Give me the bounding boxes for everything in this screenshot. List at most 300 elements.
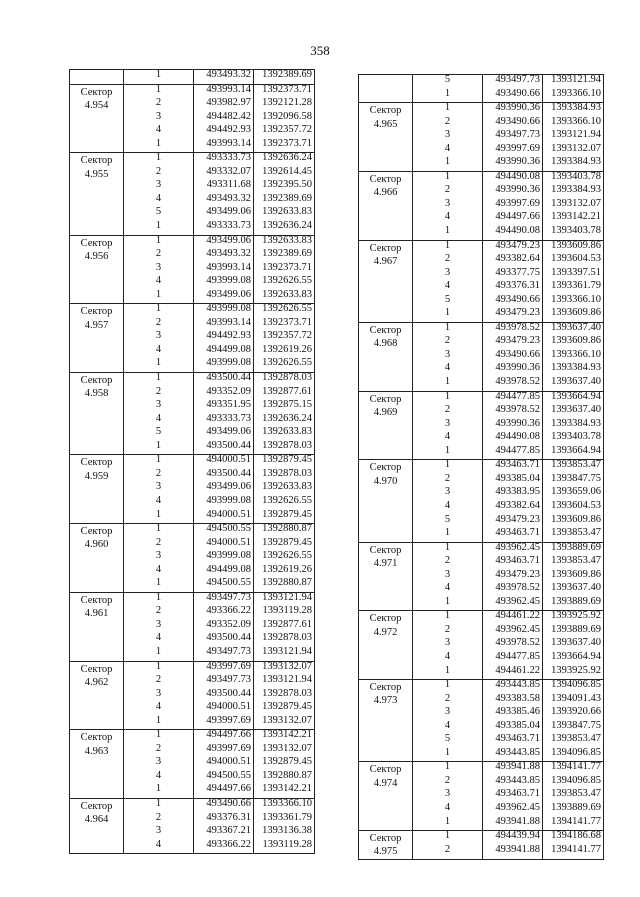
y-coordinate: 1393403.78 [551, 432, 601, 443]
y-coordinate: 1393121.94 [262, 646, 312, 657]
y-coordinate: 1392633.83 [262, 482, 312, 493]
x-coordinate: 493999.08 [206, 304, 251, 315]
point-number-cell [124, 373, 194, 455]
sector-row [70, 304, 315, 373]
y-coordinate: 1392875.15 [262, 400, 312, 411]
x-coordinate: 494497.66 [206, 784, 251, 795]
point-number: 1 [155, 730, 162, 741]
y-coordinate: 1392373.71 [262, 138, 312, 149]
x-coordinate: 494500.55 [206, 578, 251, 589]
x-coordinate: 493497.73 [206, 592, 251, 603]
y-coordinate: 1393366.10 [551, 88, 601, 99]
point-number: 2 [155, 675, 162, 686]
point-number: 4 [155, 770, 162, 781]
x-coordinate-cell [194, 661, 254, 730]
x-coordinate: 493385.04 [495, 473, 540, 484]
coordinates-table-right [358, 74, 604, 860]
point-number: 2 [155, 249, 162, 260]
y-coordinate-cell [543, 240, 604, 322]
x-coordinate: 493490.66 [495, 294, 540, 305]
y-coordinate: 1393604.53 [551, 254, 601, 265]
point-number: 3 [155, 111, 162, 122]
x-coordinate-cell [483, 542, 543, 611]
y-coordinate-cell [254, 235, 315, 304]
y-coordinate-cell [543, 831, 604, 860]
point-number: 3 [444, 198, 451, 209]
point-number: 2 [155, 743, 162, 754]
point-number: 1 [155, 661, 162, 672]
x-coordinate: 493962.45 [495, 596, 540, 607]
y-coordinate: 1393920.66 [551, 707, 601, 718]
sector-name: Сектор 4.957 [80, 306, 113, 331]
y-coordinate: 1393889.69 [551, 624, 601, 635]
x-coordinate: 493500.44 [206, 440, 251, 451]
point-number: 3 [155, 688, 162, 699]
y-coordinate: 1393132.07 [262, 743, 312, 754]
sector-name: Сектор 4.973 [369, 682, 402, 707]
point-number: 2 [444, 185, 451, 196]
x-coordinate: 494492.93 [206, 125, 251, 136]
y-coordinate: 1393637.40 [551, 322, 601, 333]
point-number: 4 [155, 633, 162, 644]
y-coordinate: 1393925.92 [551, 611, 601, 622]
y-coordinate: 1393384.93 [551, 157, 601, 168]
x-coordinate: 493997.69 [206, 661, 251, 672]
x-coordinate: 493463.71 [495, 734, 540, 745]
x-coordinate: 493997.69 [206, 715, 251, 726]
point-number: 4 [444, 432, 451, 443]
point-number: 1 [444, 831, 451, 842]
x-coordinate: 493978.52 [495, 583, 540, 594]
x-coordinate: 493500.44 [206, 633, 251, 644]
x-coordinate-cell [194, 373, 254, 455]
y-coordinate: 1392879.45 [262, 537, 312, 548]
y-coordinate: 1392626.55 [262, 495, 312, 506]
point-number: 3 [444, 349, 451, 360]
point-number: 1 [155, 455, 162, 466]
point-number: 1 [444, 391, 451, 402]
y-coordinate: 1392636.24 [262, 153, 312, 164]
y-coordinate-cell [254, 661, 315, 730]
x-coordinate: 493333.73 [206, 153, 251, 164]
y-coordinate: 1393403.78 [551, 226, 601, 237]
y-coordinate: 1393384.93 [551, 103, 601, 114]
point-number: 1 [444, 88, 451, 99]
point-number: 3 [444, 569, 451, 580]
point-number: 4 [155, 125, 162, 136]
point-number: 1 [155, 592, 162, 603]
x-coordinate: 493962.45 [495, 624, 540, 635]
sector-name-cell [70, 153, 124, 235]
y-coordinate: 1393889.69 [551, 542, 601, 553]
point-number: 2 [444, 405, 451, 416]
sector-name: Сектор 4.963 [80, 732, 113, 757]
y-coordinate: 1393132.07 [262, 715, 312, 726]
y-coordinate: 1392636.24 [262, 413, 312, 424]
point-number-cell [413, 611, 483, 680]
y-coordinate: 1393119.28 [262, 606, 312, 617]
point-number: 1 [444, 157, 451, 168]
sector-row [359, 611, 604, 680]
x-coordinate: 493333.73 [206, 221, 251, 232]
point-number: 3 [444, 267, 451, 278]
x-coordinate: 493493.32 [206, 249, 251, 260]
y-coordinate: 1393889.69 [551, 596, 601, 607]
point-number: 3 [155, 551, 162, 562]
point-number: 2 [155, 386, 162, 397]
point-number: 1 [155, 84, 162, 95]
sector-row [70, 70, 315, 85]
y-coordinate-cell [254, 730, 315, 799]
point-number: 3 [155, 331, 162, 342]
sector-name-cell [70, 70, 124, 85]
x-coordinate: 494490.08 [495, 171, 540, 182]
point-number-cell [124, 153, 194, 235]
x-coordinate: 493463.71 [495, 789, 540, 800]
x-coordinate: 493366.22 [206, 606, 251, 617]
sector-name-cell [70, 730, 124, 799]
sector-row [70, 84, 315, 153]
point-number: 2 [444, 336, 451, 347]
sector-name: Сектор 4.968 [369, 324, 402, 350]
y-coordinate-cell [543, 171, 604, 240]
point-number: 4 [444, 143, 451, 154]
point-number-cell [413, 762, 483, 831]
x-coordinate: 494439.94 [495, 831, 540, 842]
y-coordinate: 1393609.86 [551, 240, 601, 251]
x-coordinate: 493499.06 [206, 289, 251, 300]
sector-row [70, 524, 315, 593]
x-coordinate: 493383.95 [495, 487, 540, 498]
y-coordinate: 1393121.94 [551, 75, 601, 85]
x-coordinate: 493479.23 [495, 569, 540, 580]
sector-row [359, 103, 604, 172]
sector-name-cell [359, 460, 413, 542]
point-number: 1 [444, 611, 451, 622]
y-coordinate-cell [254, 455, 315, 524]
x-coordinate-cell [194, 798, 254, 853]
y-coordinate-cell [254, 524, 315, 593]
sector-row [359, 171, 604, 240]
point-number: 1 [444, 103, 451, 114]
point-number: 4 [444, 281, 451, 292]
point-number: 1 [155, 289, 162, 300]
sector-name-cell [359, 103, 413, 172]
x-coordinate: 494000.51 [206, 509, 251, 520]
point-number: 4 [155, 413, 162, 424]
x-coordinate: 493463.71 [495, 528, 540, 539]
point-number: 1 [155, 524, 162, 535]
sector-name-cell [359, 171, 413, 240]
point-number: 1 [444, 762, 451, 773]
x-coordinate: 493493.32 [206, 193, 251, 204]
x-coordinate: 494497.66 [495, 212, 540, 223]
sector-row [359, 391, 604, 460]
y-coordinate: 1393136.38 [262, 826, 312, 837]
x-coordinate: 494490.08 [495, 226, 540, 237]
x-coordinate: 493999.08 [206, 551, 251, 562]
sector-name-cell [359, 831, 413, 860]
y-coordinate: 1393121.94 [262, 675, 312, 686]
x-coordinate-cell [483, 611, 543, 680]
point-number: 1 [155, 784, 162, 795]
point-number: 4 [444, 651, 451, 662]
x-coordinate-cell [483, 240, 543, 322]
x-coordinate: 494000.51 [206, 455, 251, 466]
point-number-cell [413, 460, 483, 542]
x-coordinate: 494477.85 [495, 391, 540, 402]
point-number: 1 [444, 445, 451, 456]
point-number: 4 [155, 495, 162, 506]
x-coordinate: 493383.58 [495, 693, 540, 704]
point-number: 4 [155, 702, 162, 713]
y-coordinate: 1392878.03 [262, 633, 312, 644]
x-coordinate: 494499.08 [206, 564, 251, 575]
y-coordinate: 1393119.28 [262, 839, 312, 850]
x-coordinate-cell [194, 524, 254, 593]
y-coordinate: 1393637.40 [551, 405, 601, 416]
x-coordinate: 493479.23 [495, 308, 540, 319]
y-coordinate: 1393853.47 [551, 556, 601, 567]
sector-name: Сектор 4.958 [80, 375, 113, 400]
x-coordinate: 493497.73 [206, 675, 251, 686]
point-number: 3 [155, 619, 162, 630]
y-coordinate: 1392626.55 [262, 551, 312, 562]
x-coordinate: 493463.71 [495, 460, 540, 471]
sector-name [70, 70, 123, 71]
x-coordinate: 493500.44 [206, 688, 251, 699]
y-coordinate: 1393847.75 [551, 720, 601, 731]
y-coordinate: 1393142.21 [262, 784, 312, 795]
x-coordinate: 493352.09 [206, 619, 251, 630]
sector-row [70, 592, 315, 661]
x-coordinate: 493443.85 [495, 747, 540, 758]
x-coordinate: 493490.66 [495, 349, 540, 360]
x-coordinate-cell [194, 304, 254, 373]
point-number: 1 [444, 460, 451, 471]
y-coordinate-cell [254, 304, 315, 373]
point-number: 1 [155, 509, 162, 520]
y-coordinate-cell [543, 460, 604, 542]
y-coordinate: 1392879.45 [262, 757, 312, 768]
y-coordinate-cell [254, 153, 315, 235]
y-coordinate: 1392879.45 [262, 702, 312, 713]
point-number: 2 [444, 473, 451, 484]
y-coordinate-cell [543, 391, 604, 460]
y-coordinate: 1393664.94 [551, 391, 601, 402]
x-coordinate-cell [483, 322, 543, 391]
point-number: 3 [444, 418, 451, 429]
x-coordinate-cell [483, 391, 543, 460]
y-coordinate: 1394141.77 [551, 762, 601, 773]
point-number: 2 [155, 606, 162, 617]
point-number: 4 [444, 363, 451, 374]
point-number: 4 [155, 839, 162, 850]
x-coordinate-cell [194, 455, 254, 524]
x-coordinate: 493499.06 [206, 427, 251, 438]
y-coordinate: 1393132.07 [262, 661, 312, 672]
y-coordinate: 1392619.26 [262, 344, 312, 355]
x-coordinate-cell [194, 70, 254, 85]
sector-row [359, 240, 604, 322]
y-coordinate: 1394141.77 [551, 816, 601, 827]
point-number: 3 [444, 130, 451, 141]
x-coordinate: 493333.73 [206, 413, 251, 424]
point-number: 1 [155, 304, 162, 315]
x-coordinate: 493990.36 [495, 418, 540, 429]
y-coordinate-cell [254, 84, 315, 153]
point-number-cell [413, 171, 483, 240]
y-coordinate: 1393853.47 [551, 460, 601, 471]
x-coordinate: 493377.75 [495, 267, 540, 278]
x-coordinate: 493382.64 [495, 254, 540, 265]
point-number: 3 [155, 262, 162, 273]
y-coordinate: 1394141.77 [551, 844, 601, 855]
point-number: 5 [155, 427, 162, 438]
point-number: 2 [155, 537, 162, 548]
point-number: 2 [155, 98, 162, 109]
y-coordinate: 1393121.94 [262, 592, 312, 603]
x-coordinate-cell [483, 762, 543, 831]
y-coordinate: 1393853.47 [551, 734, 601, 745]
page-number: 358 [310, 43, 330, 58]
y-coordinate: 1392614.45 [262, 166, 312, 177]
y-coordinate: 1392096.58 [262, 111, 312, 122]
point-number: 5 [444, 294, 451, 305]
sector-name: Сектор 4.961 [80, 594, 113, 620]
x-coordinate: 493497.73 [495, 75, 540, 85]
sector-name-cell [70, 798, 124, 853]
point-number-cell [413, 103, 483, 172]
x-coordinate: 493500.44 [206, 468, 251, 479]
x-coordinate: 493443.85 [495, 680, 540, 691]
y-coordinate: 1393403.78 [551, 171, 601, 182]
x-coordinate: 493366.22 [206, 839, 251, 850]
x-coordinate-cell [483, 831, 543, 860]
y-coordinate: 1393609.86 [551, 569, 601, 580]
y-coordinate: 1393384.93 [551, 185, 601, 196]
point-number: 5 [444, 734, 451, 745]
sector-name-cell [359, 240, 413, 322]
sector-row [359, 542, 604, 611]
sector-name [359, 75, 412, 76]
sector-row [70, 373, 315, 455]
point-number: 1 [444, 308, 451, 319]
sector-row [359, 75, 604, 103]
x-coordinate: 493497.73 [206, 646, 251, 657]
coordinates-table-left [69, 69, 315, 854]
y-coordinate: 1394096.85 [551, 680, 601, 691]
point-number-cell [124, 304, 194, 373]
point-number: 1 [444, 322, 451, 333]
y-coordinate: 1393847.75 [551, 473, 601, 484]
point-number: 1 [444, 240, 451, 251]
sector-name-cell [359, 75, 413, 103]
y-coordinate: 1392373.71 [262, 317, 312, 328]
sector-row [70, 455, 315, 524]
point-number: 1 [155, 578, 162, 589]
sector-name-cell [359, 611, 413, 680]
y-coordinate: 1392373.71 [262, 262, 312, 273]
point-number: 4 [155, 344, 162, 355]
point-number: 1 [444, 226, 451, 237]
x-coordinate: 493479.23 [495, 514, 540, 525]
x-coordinate: 493443.85 [495, 775, 540, 786]
point-number: 1 [155, 153, 162, 164]
x-coordinate: 494492.93 [206, 331, 251, 342]
sector-name: Сектор 4.960 [80, 526, 113, 551]
point-number: 4 [444, 500, 451, 511]
sector-name-cell [70, 304, 124, 373]
sector-name-cell [359, 391, 413, 460]
sector-row [359, 831, 604, 860]
x-coordinate: 493385.46 [495, 707, 540, 718]
y-coordinate: 1393142.21 [262, 730, 312, 741]
y-coordinate: 1394096.85 [551, 747, 601, 758]
point-number: 2 [155, 812, 162, 823]
y-coordinate: 1392878.03 [262, 468, 312, 479]
y-coordinate: 1392880.87 [262, 578, 312, 589]
x-coordinate-cell [194, 235, 254, 304]
sector-name-cell [359, 680, 413, 762]
point-number-cell [124, 524, 194, 593]
y-coordinate: 1394091.43 [551, 693, 601, 704]
y-coordinate: 1392626.55 [262, 358, 312, 369]
x-coordinate: 493376.31 [206, 812, 251, 823]
x-coordinate: 493311.68 [206, 180, 251, 191]
y-coordinate-cell [543, 322, 604, 391]
y-coordinate-cell [543, 762, 604, 831]
sector-row [359, 322, 604, 391]
point-number-cell [124, 70, 194, 85]
y-coordinate: 1392633.83 [262, 289, 312, 300]
y-coordinate: 1392389.69 [262, 193, 312, 204]
point-number: 3 [155, 180, 162, 191]
x-coordinate: 493490.66 [206, 798, 251, 809]
x-coordinate-cell [483, 680, 543, 762]
x-coordinate: 493990.36 [495, 185, 540, 196]
point-number: 1 [155, 70, 162, 80]
point-number-cell [124, 455, 194, 524]
point-number-cell [124, 661, 194, 730]
y-coordinate: 1393361.79 [262, 812, 312, 823]
y-coordinate-cell [254, 373, 315, 455]
x-coordinate: 493382.64 [495, 500, 540, 511]
point-number: 1 [155, 715, 162, 726]
y-coordinate: 1392636.24 [262, 221, 312, 232]
point-number: 2 [444, 775, 451, 786]
y-coordinate: 1393659.06 [551, 487, 601, 498]
x-coordinate-cell [194, 153, 254, 235]
y-coordinate: 1392633.83 [262, 427, 312, 438]
point-number-cell [413, 322, 483, 391]
x-coordinate: 493993.14 [206, 84, 251, 95]
x-coordinate-cell [194, 730, 254, 799]
x-coordinate: 493463.71 [495, 556, 540, 567]
point-number: 1 [155, 138, 162, 149]
y-coordinate: 1393609.86 [551, 308, 601, 319]
y-coordinate: 1392626.55 [262, 304, 312, 315]
y-coordinate: 1392633.83 [262, 235, 312, 246]
point-number: 1 [155, 235, 162, 246]
y-coordinate: 1393637.40 [551, 638, 601, 649]
y-coordinate: 1392619.26 [262, 564, 312, 575]
x-coordinate: 493978.52 [495, 405, 540, 416]
x-coordinate: 493499.06 [206, 207, 251, 218]
y-coordinate: 1393889.69 [551, 802, 601, 813]
x-coordinate-cell [194, 84, 254, 153]
x-coordinate: 494500.55 [206, 770, 251, 781]
